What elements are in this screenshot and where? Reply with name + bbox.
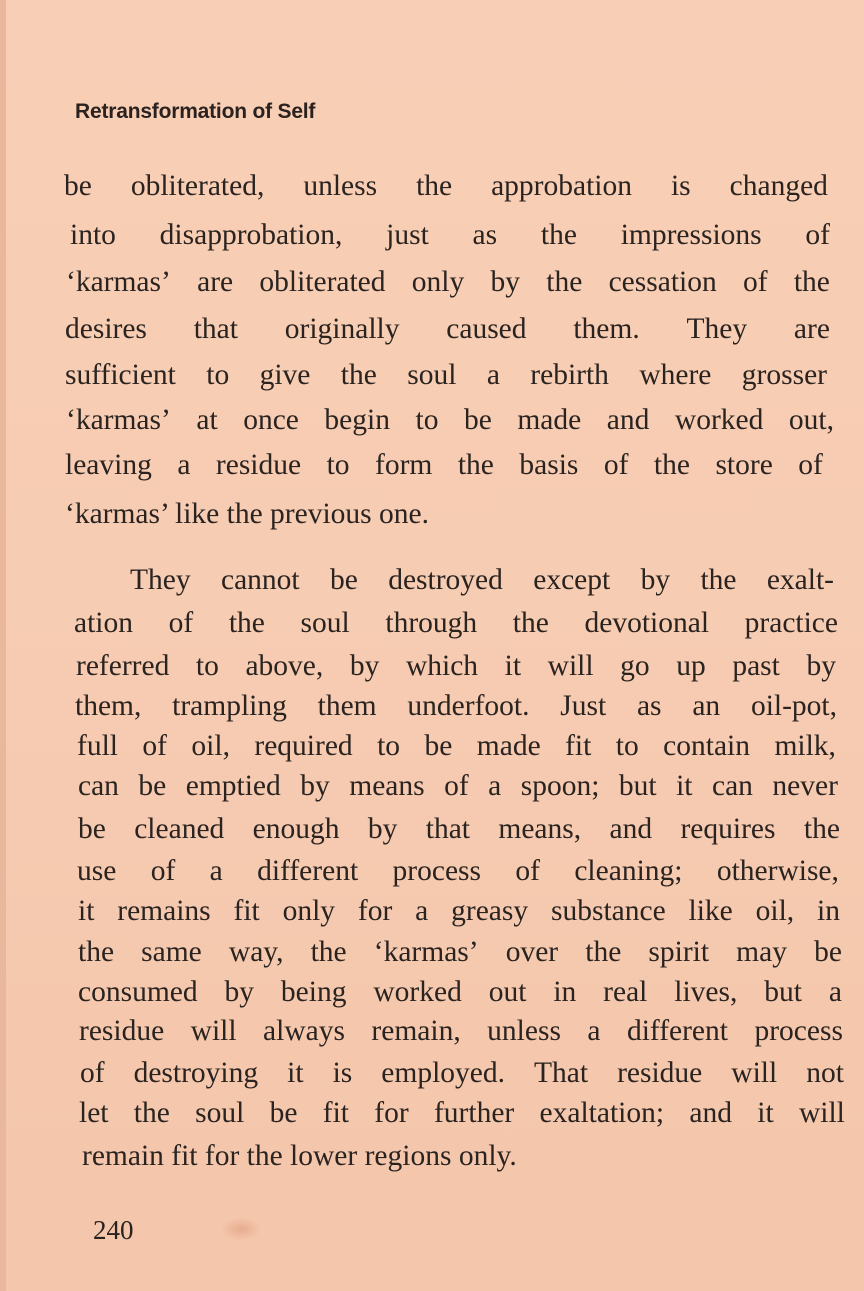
text-line: remain fit for the lower regions only. [82,1140,517,1172]
text-line: use of a different process of cleaning; otherwise, [77,855,839,887]
text-line: ation of the soul through the devotional practice [74,607,838,639]
text-line: ‘karmas’ at once begin to be made and worked out, [66,404,834,436]
text-line: of destroying it is employed. That residue will not [80,1057,844,1089]
text-line: consumed by being worked out in real lives, but a [78,976,842,1008]
text-line: it remains fit only for a greasy substance like oil, in [78,895,840,927]
page-edge [0,0,6,1291]
running-title: Retransformation of Self [75,100,316,123]
text-line: into disapprobation, just as the impressions of [70,219,830,251]
page-number: 240 [93,1215,134,1245]
text-line: ‘karmas’ like the previous one. [65,498,429,530]
text-line: be obliterated, unless the approbation is changed [64,170,828,202]
text-line: them, trampling them underfoot. Just as an oil-pot, [75,690,837,722]
text-line: leaving a residue to form the basis of the store of [65,449,823,481]
text-line: the same way, the ‘karmas’ over the spirit may be [78,936,842,968]
text-line: can be emptied by means of a spoon; but it can never [78,770,838,802]
paper-stain [222,1218,260,1240]
text-line: ‘karmas’ are obliterated only by the cessation of the [66,266,830,298]
text-line: referred to above, by which it will go up past by [76,650,836,682]
text-line: residue will always remain, unless a different process [79,1015,843,1047]
text-line: They cannot be destroyed except by the exalt- [130,564,834,596]
text-line: desires that originally caused them. They are [65,313,830,345]
text-line: sufficient to give the soul a rebirth where grosser [65,359,827,391]
text-line: full of oil, required to be made fit to contain milk, [77,730,836,762]
text-line: be cleaned enough by that means, and requires the [78,813,840,845]
text-line: let the soul be fit for further exaltation; and it will [79,1097,845,1129]
